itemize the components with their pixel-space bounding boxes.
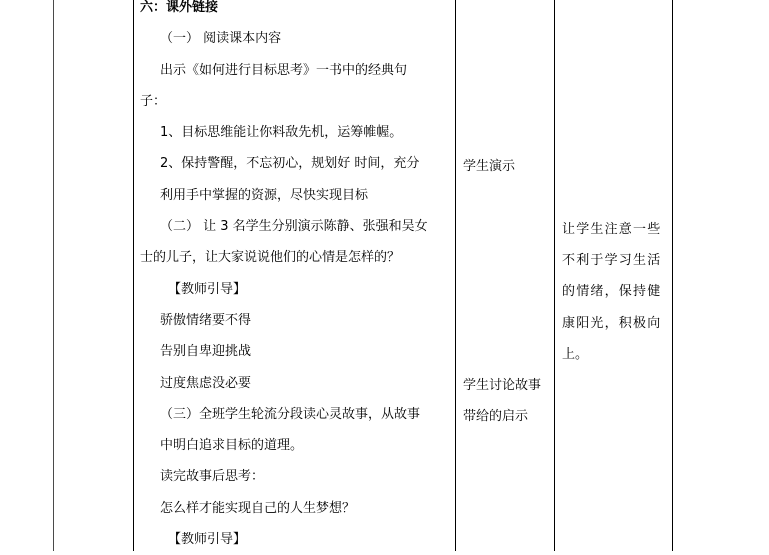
table-border-right bbox=[672, 0, 673, 551]
student-activity-demo: 学生演示 bbox=[463, 159, 516, 174]
design-intent-line: 的情绪，保持健 bbox=[562, 284, 662, 299]
section-heading: 六：课外链接 bbox=[140, 0, 219, 15]
design-intent-line: 不利于学习生活 bbox=[562, 253, 662, 268]
table-border-col3 bbox=[554, 0, 555, 551]
content-line: （一） 阅读课本内容 bbox=[160, 31, 282, 47]
teaching-content-column bbox=[140, 0, 453, 555]
student-activity-discuss-cont: 带给的启示 bbox=[463, 409, 529, 424]
content-line: （三）全班学生轮流分段读心灵故事，从故事 bbox=[160, 406, 421, 422]
content-line: 2、保持警醒，不忘初心，规划好 时间，充分 bbox=[160, 156, 420, 172]
content-line: 骄傲情绪要不得 bbox=[160, 312, 252, 328]
design-intent-line: 上。 bbox=[562, 347, 589, 362]
student-activity-discuss: 学生讨论故事 bbox=[463, 378, 542, 393]
content-line: 士的儿子，让大家说说他们的心情是怎样的？ bbox=[140, 250, 401, 266]
teacher-guide-label: 【教师引导】 bbox=[168, 532, 247, 548]
content-line: 1、目标思维能让你料敌先机，运筹帷幄。 bbox=[160, 125, 403, 141]
design-intent-line: 让学生注意一些 bbox=[562, 222, 662, 237]
content-line: 怎么样才能实现自己的人生梦想？ bbox=[160, 500, 356, 516]
table-border-col1 bbox=[133, 0, 134, 551]
content-line: 子： bbox=[140, 93, 167, 109]
content-line: 中明白追求目标的道理。 bbox=[160, 438, 304, 454]
content-line: 出示《如何进行目标思考》一书中的经典句 bbox=[160, 62, 408, 78]
table-border-col2 bbox=[455, 0, 456, 551]
teacher-guide-label: 【教师引导】 bbox=[168, 281, 247, 297]
content-line: 利用手中掌握的资源，尽快实现目标 bbox=[160, 187, 369, 203]
content-line: 读完故事后思考： bbox=[160, 469, 265, 485]
table-border-left bbox=[53, 0, 54, 551]
content-line: （二） 让 3 名学生分别演示陈静、张强和吴女 bbox=[160, 219, 428, 235]
content-line: 过度焦虑没必要 bbox=[160, 375, 252, 391]
content-line: 告别自卑迎挑战 bbox=[160, 344, 252, 360]
design-intent-line: 康阳光，积极向 bbox=[562, 316, 662, 331]
